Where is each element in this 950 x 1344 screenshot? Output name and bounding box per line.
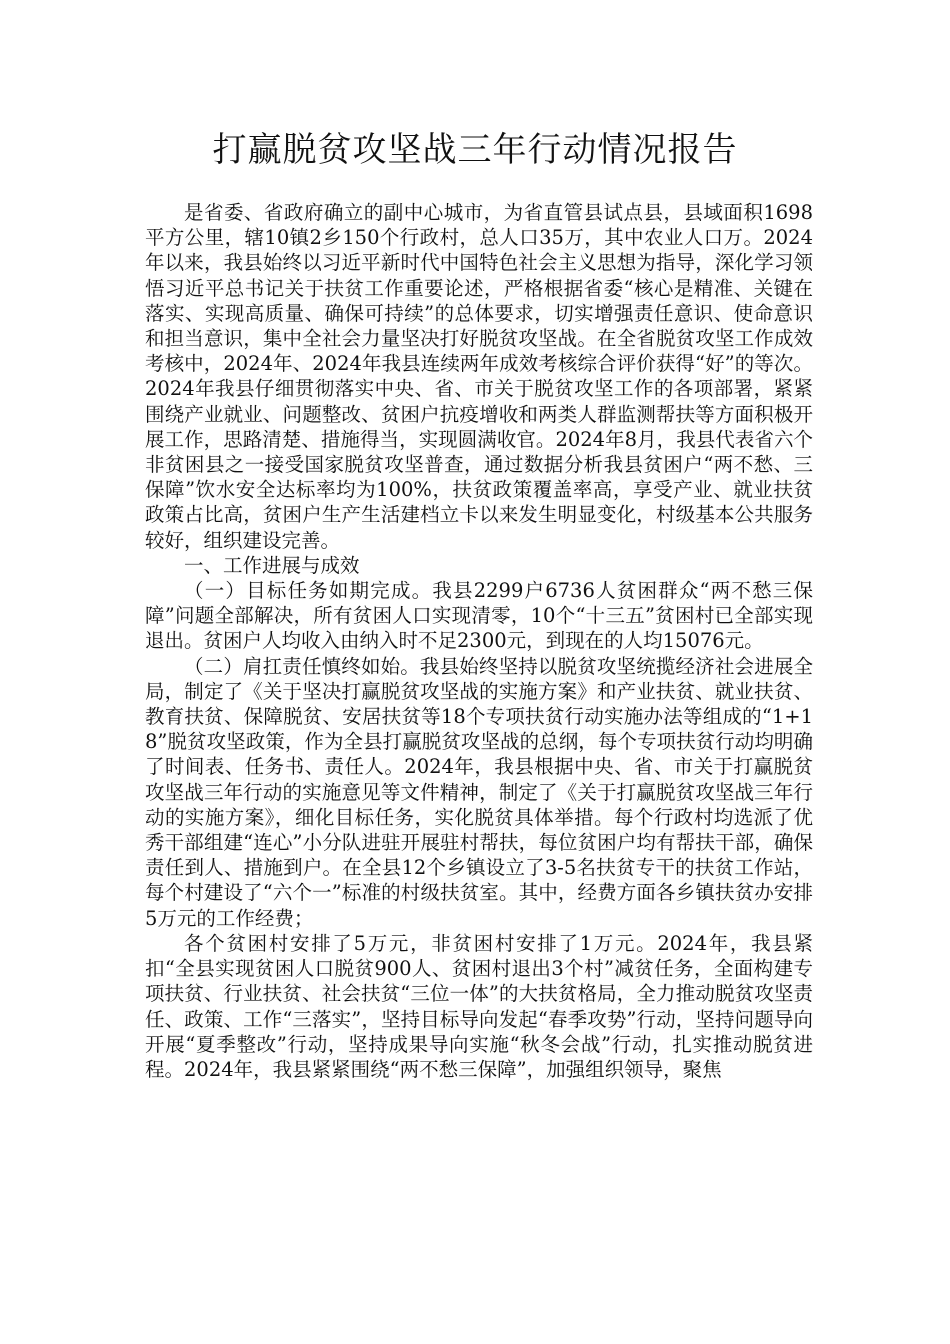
document-body — [145, 200, 813, 1082]
paragraph-continued: 各个贫困村安排了5万元，非贫困村安排了1万元。2024年，我县紧扣“全县实现贫困人口脱贫900人、贫困村退出3个村”减贫任务，全面构建专项扶贫、行业扶贫、社会扶贫“三位一体”的大扶贫格局，全力推动脱贫攻坚责任、政策、工作“三落实”，坚持目标导向发起“春季攻势”行动，坚持问题导向开展“夏季整改”行动，坚持成果导向实施“秋冬会战”行动，扎实推动脱贫进程。2024年，我县紧紧围绕“两不愁三保障”，加强组织领导，聚焦 — [145, 931, 813, 1081]
paragraph-item-2: （二）肩扛责任慎终如始。我县始终坚持以脱贫攻坚统揽经济社会进展全局，制定了《关于坚决打赢脱贫攻坚战的实施方案》和产业扶贫、就业扶贫、教育扶贫、保障脱贫、安居扶贫等18个专项扶贫行动实施办法等组成的“1+18”脱贫攻坚政策，作为全县打赢脱贫攻坚战的总纲，每个专项扶贫行动均明确了时间表、任务书、责任人。2024年，我县根据中央、省、市关于打赢脱贫攻坚战三年行动的实施意见等文件精神，制定了《关于打赢脱贫攻坚战三年行动的实施方案》，细化目标任务，实化脱贫具体举措。每个行政村均选派了优秀干部组建“连心”小分队进驻开展驻村帮扶，每位贫困户均有帮扶干部，确保责任到人、措施到户。在全县12个乡镇设立了3-5名扶贫专干的扶贫工作站，每个村建设了“六个一”标准的村级扶贫室。其中，经费方面各乡镇扶贫办安排5万元的工作经费； — [145, 654, 813, 930]
paragraph-intro: 是省委、省政府确立的副中心城市，为省直管县试点县，县域面积1698平方公里，辖10镇2乡150个行政村，总人口35万，其中农业人口万。2024年以来，我县始终以习近平新时代中国特色社会主义思想为指导，深化学习领悟习近平总书记关于扶贫工作重要论述，严格根据省委“核心是精准、关键在落实、实现高质量、确保可持续”的总体要求，切实增强责任意识、使命意识和担当意识，集中全社会力量坚决打好脱贫攻坚战。在全省脱贫攻坚工作成效考核中，2024年、2024年我县连续两年成效考核综合评价获得“好”的等次。2024年我县仔细贯彻落实中央、省、市关于脱贫攻坚工作的各项部署，紧紧围绕产业就业、问题整改、贫困户抗疫增收和两类人群监测帮扶等方面积极开展工作，思路清楚、措施得当，实现圆满收官。2024年8月，我县代表省六个非贫困县之一接受国家脱贫攻坚普查，通过数据分析我县贫困户“两不愁、三保障”饮水安全达标率均为100%，扶贫政策覆盖率高，享受产业、就业扶贫政策占比高，贫困户生产生活建档立卡以来发生明显变化，村级基本公共服务较好，组织建设完善。 — [145, 201, 813, 552]
section-heading: 一、工作进展与成效 — [184, 553, 360, 577]
paragraph-item-1: （一）目标任务如期完成。我县2299户6736人贫困群众“两不愁三保障”问题全部解决，所有贫困人口实现清零，10个“十三五”贫困村已全部实现退出。贫困户人均收入由纳入时不足2300元，到现在的人均15076元。 — [145, 579, 813, 653]
document-title: 打赢脱贫攻坚战三年行动情况报告 — [212, 130, 738, 170]
